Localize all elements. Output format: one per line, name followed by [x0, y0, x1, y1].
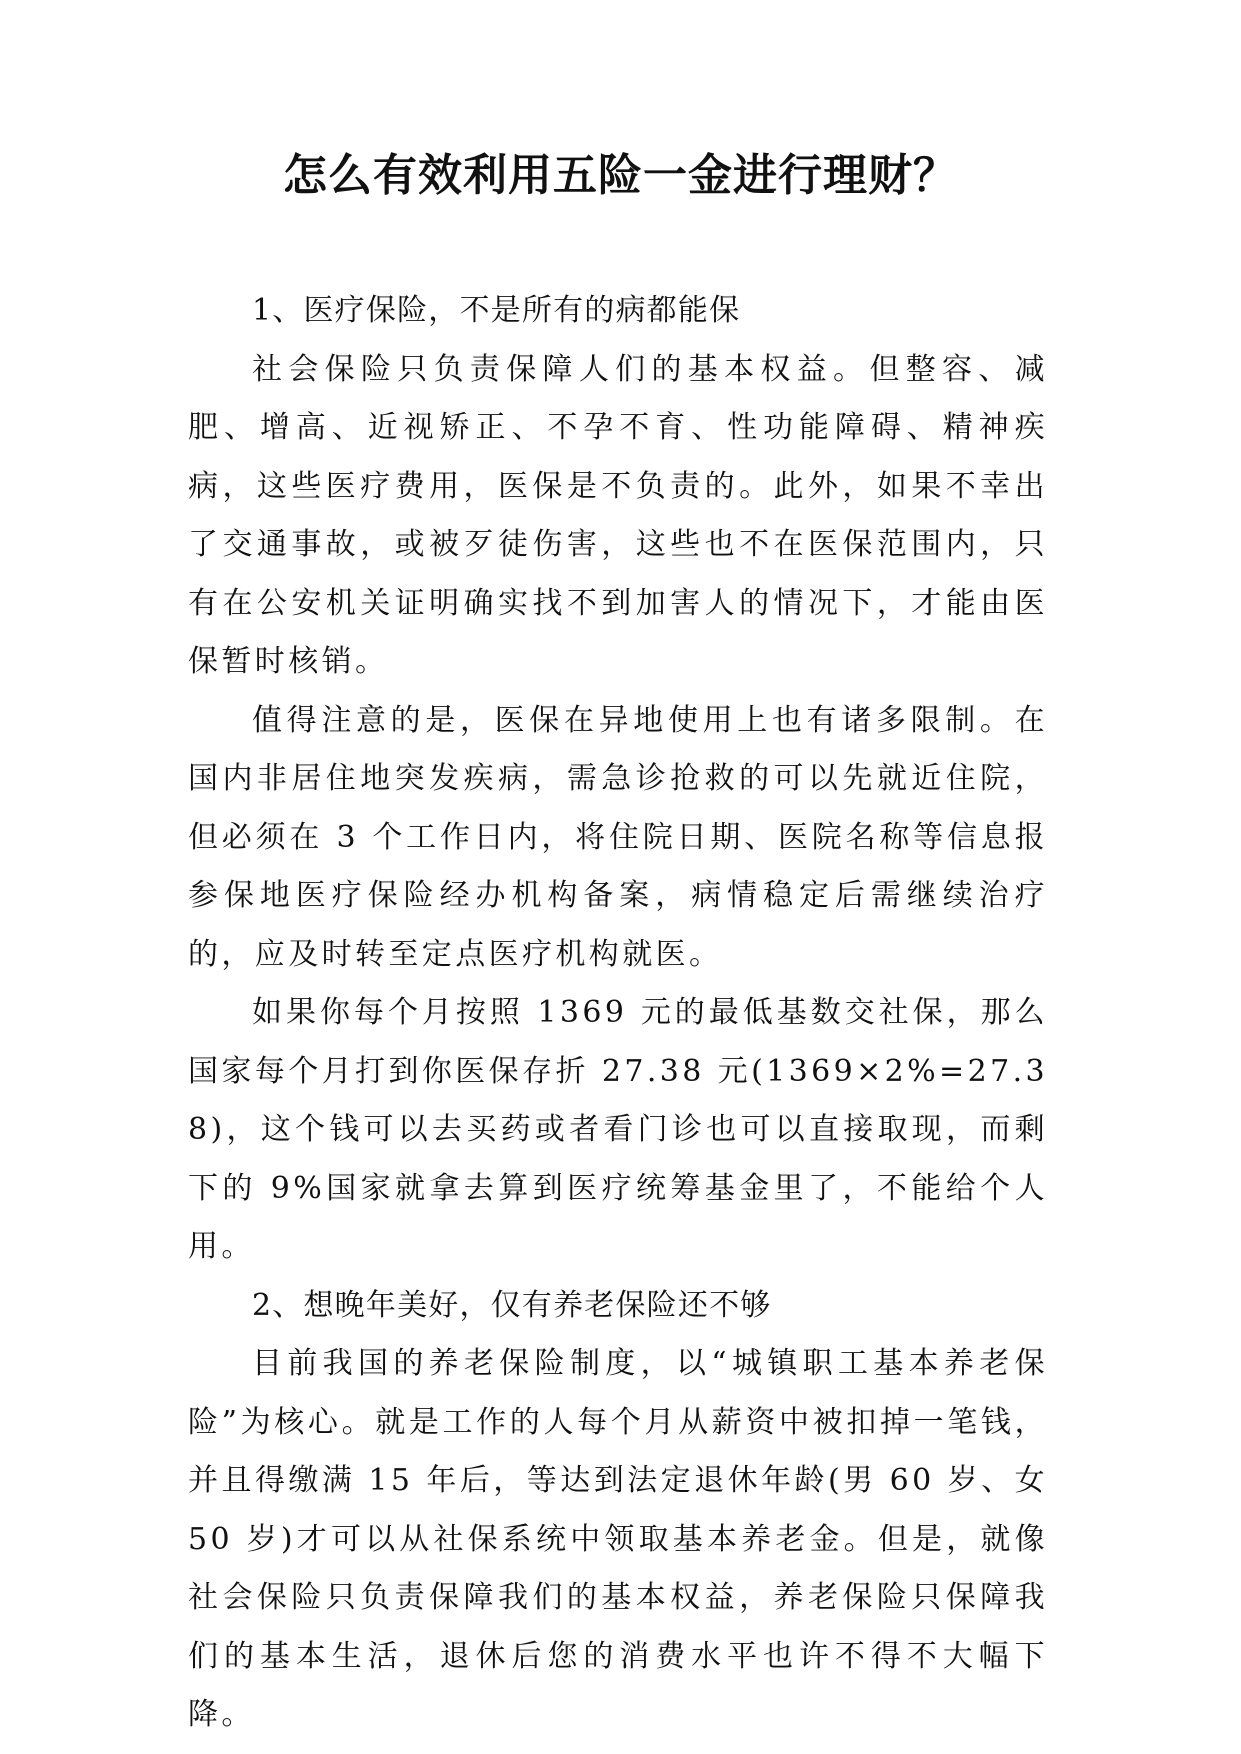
paragraph-contribution-example: 如果你每个月按照 1369 元的最低基数交社保，那么国家每个月打到你医保存折 27.38 元(1369×2%=27.38)，这个钱可以去买药或者看门诊也可以直接取现，而剩下的 9%国家就拿去算到医疗统筹基金里了，不能给个人用。: [188, 995, 1048, 1264]
document-body: [188, 282, 1048, 1745]
document-title: 怎么有效利用五险一金进行理财？: [283, 150, 958, 201]
paragraph-medical-coverage: 社会保险只负责保障人们的基本权益。但整容、减肥、增高、近视矫正、不孕不育、性功能障碍、精神疾病，这些医疗费用，医保是不负责的。此外，如果不幸出了交通事故，或被歹徒伤害，这些也不在医保范围内，只有在公安机关证明确实找不到加害人的情况下，才能由医保暂时核销。: [188, 351, 1048, 679]
paragraph-pension-system: 目前我国的养老保险制度，以“城镇职工基本养老保险”为核心。就是工作的人每个月从薪资中被扣掉一笔钱，并且得缴满 15 年后，等达到法定退休年龄(男 60 岁、女 50 岁)才可以从社保系统中领取基本养老金。但是，就像社会保险只负责保障我们的基本权益，养老保险只保障我们的基本生活，退休后您的消费水平也许不得不大幅下降。: [188, 1346, 1048, 1732]
paragraph-offsite-restrictions: 值得注意的是，医保在异地使用上也有诸多限制。在国内非居住地突发疾病，需急诊抢救的可以先就近住院，但必须在 3 个工作日内，将住院日期、医院名称等信息报参保地医疗保险经办机构备案，病情稳定后需继续治疗的，应及时转至定点医疗机构就医。: [188, 702, 1048, 972]
section-heading-pension-insurance: 2、想晚年美好，仅有养老保险还不够: [252, 1287, 772, 1323]
section-heading-medical-insurance: 1、医疗保险，不是所有的病都能保: [252, 293, 741, 328]
